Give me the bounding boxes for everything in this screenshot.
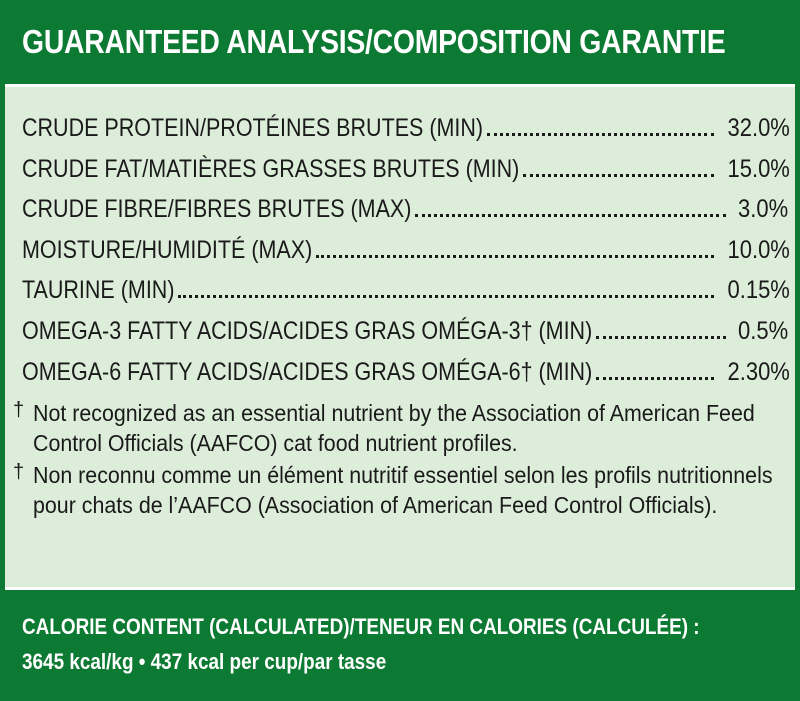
analysis-value: 0.5% [737,316,789,345]
analysis-row [22,273,790,314]
dot-leader [316,233,713,258]
footnote-english [13,398,783,458]
dot-leader [596,355,713,380]
analysis-list [22,111,790,395]
analysis-label: CRUDE FIBRE/FIBRES BRUTES (MAX) [22,195,412,224]
calorie-label: CALORIE CONTENT (CALCULATED)/TENEUR EN CALORIES (CALCULÉE) : [22,614,700,639]
analysis-label: CRUDE FAT/MATIÈRES GRASSES BRUTES (MIN) [22,154,520,183]
analysis-panel [5,84,795,590]
footnotes [13,398,783,520]
analysis-value: 32.0% [727,114,790,142]
dagger-symbol: † [13,399,25,421]
analysis-row [22,233,790,274]
analysis-value: 2.30% [727,357,790,386]
analysis-row [22,152,790,193]
analysis-row [22,314,789,355]
analysis-row [22,111,790,152]
dot-leader [523,152,713,177]
footnote-text: Not recognized as an essential nutrient by the Association of American Feed Control Officials (AAFCO) cat food nutrient profiles. [33,400,755,456]
analysis-label: MOISTURE/HUMIDITÉ (MAX) [22,235,313,264]
analysis-label: TAURINE (MIN) [22,276,175,305]
analysis-value: 3.0% [737,195,789,224]
dot-leader [415,192,725,217]
dot-leader [487,111,714,136]
header-bar [0,0,800,84]
analysis-value: 0.15% [727,276,790,305]
calorie-value: 3645 kcal/kg • 437 kcal per cup/par tasse [22,649,387,674]
analysis-label: OMEGA-6 FATTY ACIDS/ACIDES GRAS OMÉGA-6† (MIN) [22,357,593,386]
analysis-row [22,355,790,396]
footnote-text: Non reconnu comme un élément nutritif essentiel selon les profils nutritionnels pour chats de l’AAFCO (Association of American Feed Control Officials). [33,462,773,518]
dot-leader [178,273,713,298]
analysis-row [22,192,789,233]
dagger-symbol: † [13,461,25,483]
calorie-section [0,590,800,701]
label-title: GUARANTEED ANALYSIS/COMPOSITION GARANTIE [22,23,726,60]
analysis-value: 10.0% [727,235,790,264]
dot-leader [596,314,726,339]
footnote-french [13,460,783,520]
analysis-label: CRUDE PROTEIN/PROTÉINES BRUTES (MIN) [22,114,484,142]
analysis-label: OMEGA-3 FATTY ACIDS/ACIDES GRAS OMÉGA-3† (MIN) [22,316,593,345]
analysis-value: 15.0% [727,154,790,183]
